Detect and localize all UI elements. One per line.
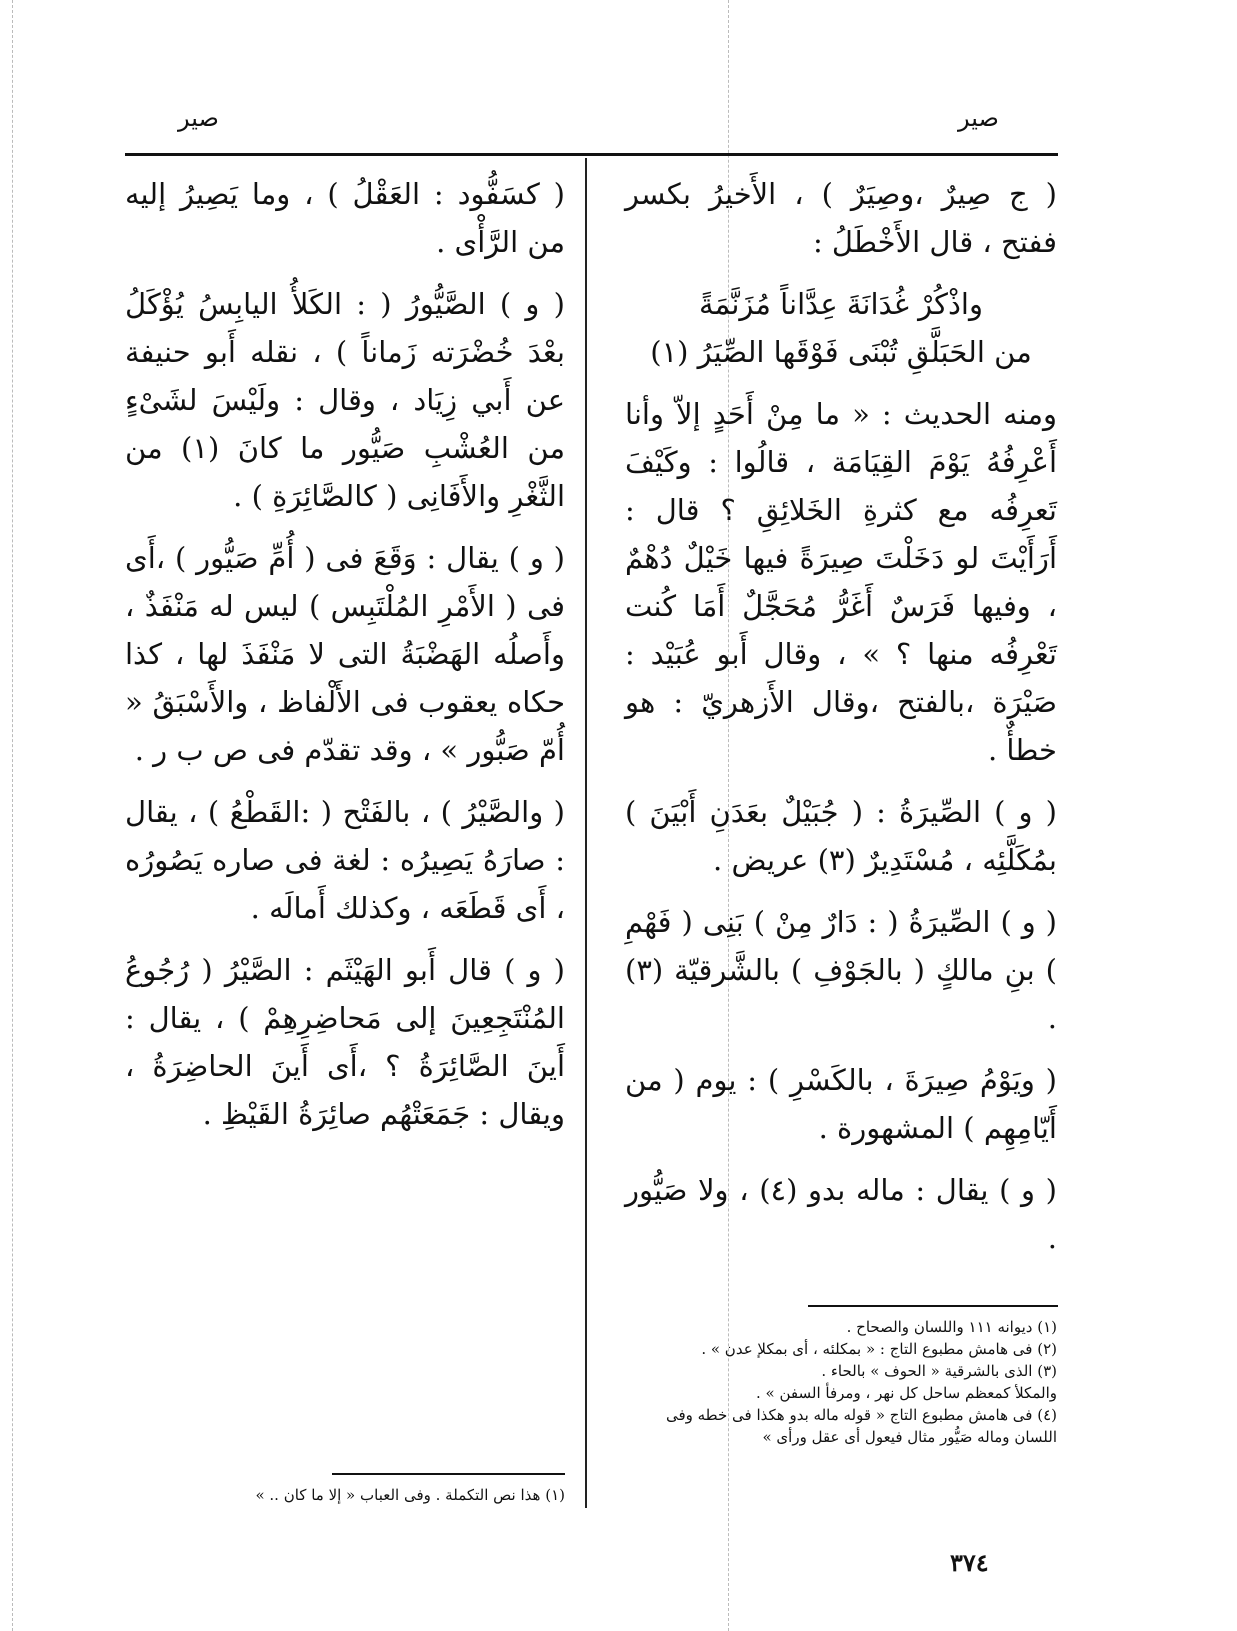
entry-paragraph: ( و ) يقال : وَقَعَ فى ( أُمِّ صَيُّور ) ،أَى فى ( الأَمْرِ المُلْتَبِس ) ليس له مَنْفَذٌ ، وأَصلُه الهَضْبَةُ التى لا مَنْفَذَ لها ، كذا حكاه يعقوب فى الأَلْفاظ ، والأَسْبَقُ « أُمّ صَبُّور » ، وقد تقدّم فى ص ب ر . xyxy=(125,541,565,767)
footnote: والمكلأ كمعظم ساحل كل نهر ، ومرفأ السفن » . xyxy=(756,1384,1057,1402)
entry-paragraph: ( ويَوْمُ صِيرَةَ ، بالكَسْرِ ) : يوم ( من أَيّامِهِم ) المشهورة . xyxy=(625,1063,1057,1145)
headword-right: صير xyxy=(958,104,999,132)
page-header xyxy=(0,104,1237,144)
entry-paragraph: ( و ) الصِّيرَةُ ( : دَارٌ مِنْ ) بَنِى ( فَهْمِ ) بنِ مالكٍ ( بالجَوْفِ ) بالشَّرقيّة (٣) . xyxy=(625,905,1057,1035)
footnote: (٢) فى هامش مطبوع التاج : « بمكلئه ، أى بمكلإ عدن » . xyxy=(701,1340,1057,1358)
footnote: (١) ديوانه ١١١ واللسان والصحاح . xyxy=(846,1318,1057,1336)
verse-line: واذْكُرْ غُدَانَةَ عِدَّاناً مُزَنَّمَةً xyxy=(699,287,983,321)
entry-paragraph: ( والصَّيْرُ ) ، بالفَتْح ( :القَطْعُ ) ، يقال : صارَهُ يَصِيرُه : لغة فى صاره يَصُورُه ، أَى قَطَعَه ، وكذلك أَمالَه . xyxy=(125,795,565,925)
column-divider xyxy=(585,158,587,1508)
entry-paragraph: ( و ) الصِّيرَةُ : ( جُبَيْلٌ بعَدَنِ أَبْيَنَ ) بمُكَلَّئِه ، مُسْتَدِيرٌ (٣) عريض . xyxy=(625,795,1057,877)
footnote: (٣) الذى بالشرقية « الحوف » بالحاء . xyxy=(821,1362,1057,1380)
poetry-verse xyxy=(625,280,1057,376)
entry-paragraph: ( كسَفُّود : العَقْلُ ) ، وما يَصِيرُ إليه من الرَّأْى . xyxy=(125,177,565,259)
footnotes-left xyxy=(125,1484,565,1506)
footnotes-right xyxy=(625,1316,1057,1448)
entry-paragraph: ومنه الحديث : « ما مِنْ أَحَدٍ إلاّ وأنا أَعْرِفُهُ يَوْمَ القِيَامَة ، قالُوا : وكَيْفَ تَعرِفُه مع كثرةِ الخَلائِقِ ؟ قال : أَرَأَيْتَ لو دَخَلْتَ صِيرَةً فيها خَيْلٌ دُهْمٌ ، وفيها فَرَسٌ أَغَرُّ مُحَجَّلٌ أَمَا كُنت تَعْرِفُه منها ؟ » ، وقال أَبو عُبَيْد : صَيْرَة ،بالفتح ،وقال الأَزهريّ : هو خطأٌ . xyxy=(625,397,1057,767)
footnote-rule-left xyxy=(332,1473,565,1475)
left-column xyxy=(125,170,565,1152)
entry-paragraph: ( ج صِيرٌ ،وصِيَرٌ ) ، الأَخيرُ بكسر ففتح ، قال الأَخْطَلُ : xyxy=(625,177,1057,259)
verse-line: من الحَبَلَّقِ تُبْنَى فَوْقَها الصِّيَرُ (١) xyxy=(650,335,1032,369)
page-number: ٣٧٤ xyxy=(950,1548,989,1577)
headword-left: صير xyxy=(178,104,219,132)
entry-paragraph: ( و ) الصَّيُّورُ ( : الكَلأُ اليابِسُ يُؤْكَلُ بعْدَ خُضْرَته زَماناً ) ، نقله أَبو حنيفة عن أَبي زِيَاد ، وقال : ولَيْسَ لشَىْءٍ من العُشْبِ صَيُّور ما كانَ (١) من الثَّغْرِ والأَفَانِى ( كالصَّائِرَةِ ) . xyxy=(125,287,565,513)
entry-paragraph: ( و ) يقال : ماله بدو (٤) ، ولا صَيُّور . xyxy=(625,1173,1058,1255)
footnote: (١) هذا نص التكملة . وفى العباب « إلا ما كان .. » xyxy=(255,1486,565,1504)
right-column xyxy=(625,170,1057,1276)
header-rule xyxy=(125,153,1058,156)
footnote-rule-right xyxy=(808,1305,1058,1307)
entry-paragraph: ( و ) قال أَبو الهَيْثَم : الصَّيْرُ ( رُجُوعُ المُنْتَجِعِينَ إلى مَحاضِرِهِمْ ) ، يقال : أَينَ الصَّائِرَةُ ؟ ،أَى أَينَ الحاضِرَةُ ، ويقال : جَمَعَتْهُم صائِرَةُ القَيْظِ . xyxy=(125,953,565,1131)
scan-fold-line-left xyxy=(12,0,13,1631)
footnote: (٤) فى هامش مطبوع التاج « قوله ماله بدو هكذا فى خطه وفى اللسان وماله صَيُّور مثال فيعول أى عقل ورأى » xyxy=(665,1406,1057,1446)
